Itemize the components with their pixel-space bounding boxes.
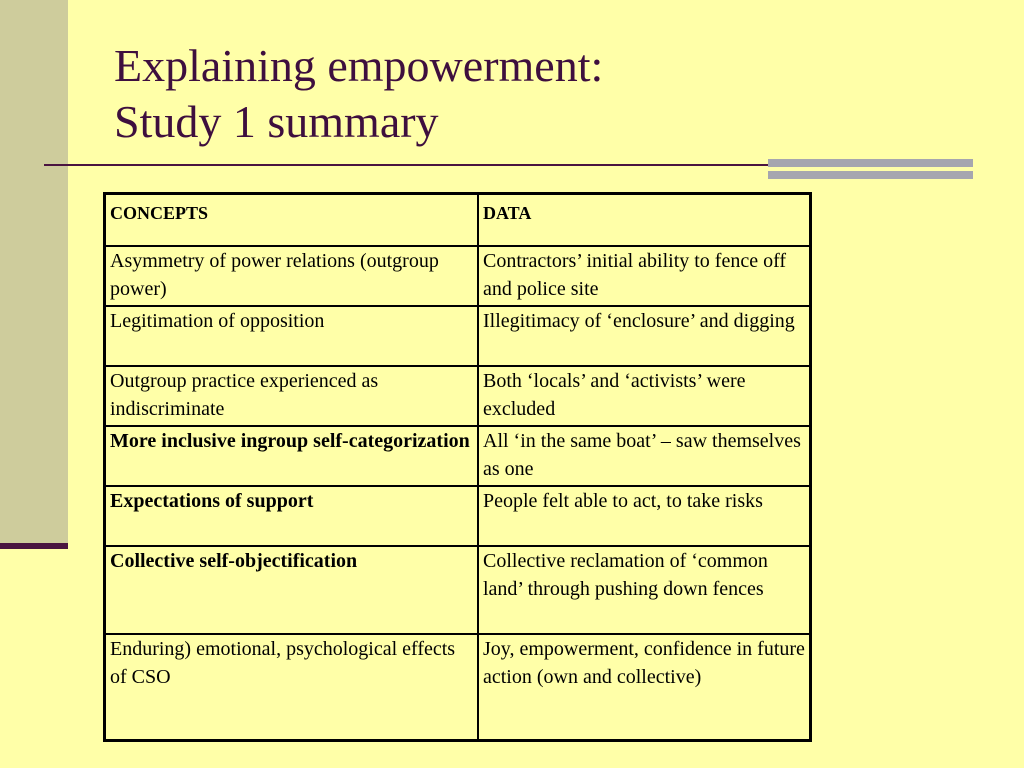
table-row: [105, 246, 810, 306]
summary-table: [103, 192, 812, 742]
concept-cell: More inclusive ingroup self-categorization: [105, 426, 478, 486]
concept-cell: Enduring) emotional, psychological effects of CSO: [105, 634, 478, 740]
header-cell-data: [478, 194, 810, 246]
data-cell: Illegitimacy of ‘enclosure’ and digging: [478, 306, 810, 366]
table-row: [105, 546, 810, 634]
data-cell: All ‘in the same boat’ – saw themselves as one: [478, 426, 810, 486]
data-cell: Joy, empowerment, confidence in future action (own and collective): [478, 634, 810, 740]
data-cell: Collective reclamation of ‘common land’ through pushing down fences: [478, 546, 810, 634]
title-underline: [44, 164, 770, 166]
concept-cell: Asymmetry of power relations (outgroup power): [105, 246, 478, 306]
accent-stripes: [768, 159, 973, 179]
table-header-row: [105, 194, 810, 246]
left-decor-bar: [0, 0, 68, 548]
table-row: [105, 634, 810, 740]
accent-stripe-bottom: [768, 171, 973, 179]
left-decor-line: [0, 543, 68, 549]
data-cell: Contractors’ initial ability to fence off and police site: [478, 246, 810, 306]
table-row: [105, 486, 810, 546]
accent-stripe-top: [768, 159, 973, 167]
slide-title: [114, 38, 603, 150]
table-row: [105, 426, 810, 486]
concept-cell: Outgroup practice experienced as indiscriminate: [105, 366, 478, 426]
header-cell-concepts: [105, 194, 478, 246]
table-row: [105, 366, 810, 426]
data-cell: Both ‘locals’ and ‘activists’ were excluded: [478, 366, 810, 426]
table-row: [105, 306, 810, 366]
header-concepts: CONCEPTS: [110, 203, 209, 223]
concept-cell: Collective self-objectification: [105, 546, 478, 634]
slide-title-line-2: Study 1 summary: [114, 96, 439, 147]
header-data: DATA: [483, 203, 532, 223]
concept-cell: Expectations of support: [105, 486, 478, 546]
slide-title-line-1: Explaining empowerment:: [114, 40, 604, 91]
data-cell: People felt able to act, to take risks: [478, 486, 810, 546]
concept-cell: Legitimation of opposition: [105, 306, 478, 366]
